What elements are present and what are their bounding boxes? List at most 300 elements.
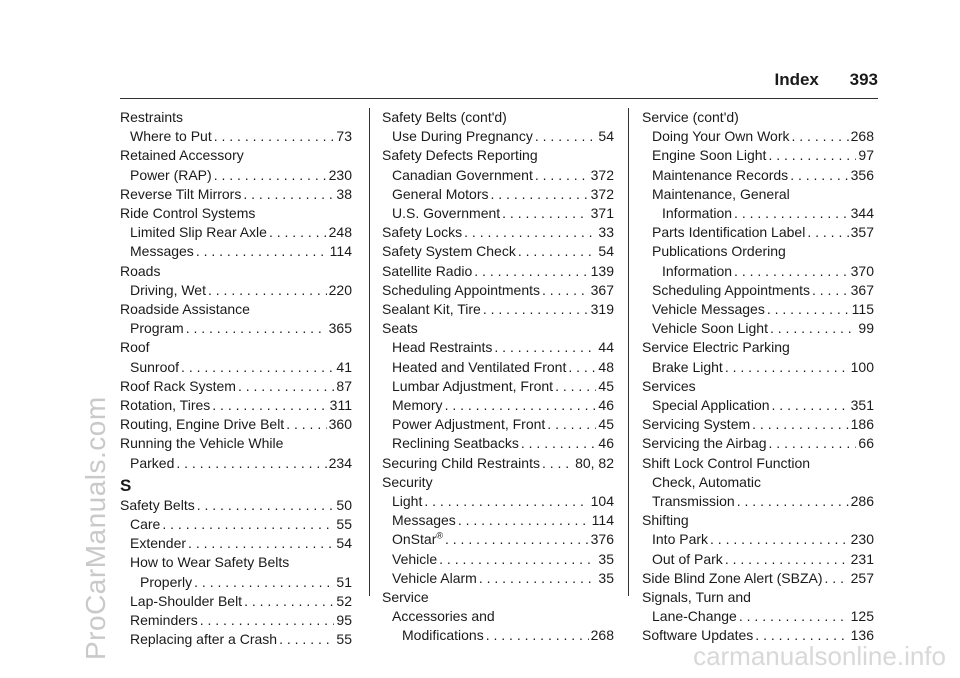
dot-leader: [464, 223, 596, 242]
index-entry: [120, 454, 352, 473]
index-entry-page: 35: [598, 550, 614, 567]
index-entry-term: [392, 492, 422, 511]
index-entry-term-text: Head Restraints: [392, 339, 493, 356]
index-heading: Service: [382, 589, 429, 606]
dot-leader: [725, 550, 849, 569]
index-entry-page: 372: [590, 185, 614, 202]
index-entry-term-text: Vehicle Alarm: [392, 569, 477, 586]
index-entry-term: [130, 515, 160, 534]
index-entry-term-text: Parked: [130, 454, 175, 471]
index-entry-page: 376: [590, 531, 614, 548]
index-entry: [642, 434, 874, 453]
index-heading: Safety Defects Reporting: [382, 147, 538, 164]
index-entry-term: [652, 223, 805, 242]
index-entry-term-text: Special Application: [652, 397, 770, 414]
index-entry-term: [392, 358, 566, 377]
index-heading: Retained Accessory: [120, 147, 244, 164]
index-entry-term: [392, 569, 477, 588]
index-entry-term-text: Replacing after a Crash: [130, 631, 278, 648]
dot-leader: [188, 534, 334, 553]
index-entry: [382, 166, 614, 185]
index-heading: Service Electric Parking: [642, 339, 790, 356]
index-entry: [120, 415, 352, 434]
index-entry-page: 73: [336, 128, 352, 145]
index-entry-page: 46: [598, 435, 614, 452]
index-heading: Shifting: [642, 512, 689, 529]
index-entry-term: [130, 358, 179, 377]
dot-leader: [196, 242, 328, 261]
index-entry-term: [652, 530, 708, 549]
index-entry-term: [392, 338, 492, 357]
index-entry-page: 230: [850, 531, 874, 548]
index-entry-page: 367: [590, 281, 614, 298]
dot-leader: [269, 223, 327, 242]
index-entry-page: 248: [328, 224, 352, 241]
dot-leader: [176, 454, 326, 473]
index-entry-page: 257: [850, 569, 874, 586]
index-entry: [382, 569, 614, 588]
index-entry-term-text: Heated and Ventilated Front: [392, 358, 567, 375]
index-entry-page: 45: [598, 377, 614, 394]
index-entry: [120, 592, 352, 611]
dot-leader: [279, 630, 334, 649]
index-letter-heading: S: [120, 475, 132, 495]
dot-leader: [825, 569, 849, 588]
index-entry-term-text: Light: [392, 493, 423, 510]
index-entry-term: [130, 534, 186, 553]
index-entry-term: [392, 377, 553, 396]
index-heading: Shift Lock Control Function: [642, 454, 811, 471]
index-entry-term: [382, 223, 462, 242]
index-entry-page: 54: [598, 243, 614, 260]
index-entry-term-text: Driving, Wet: [130, 281, 206, 298]
index-entry-page: 45: [598, 416, 614, 433]
index-heading: Publications Ordering: [652, 243, 786, 260]
index-entry-term-text: Parts Identification Label: [652, 224, 806, 241]
dot-leader: [194, 573, 334, 592]
index-entry: [642, 550, 874, 569]
index-entry: [642, 569, 874, 588]
index-entry-term: [652, 492, 735, 511]
dot-leader: [547, 415, 596, 434]
dot-leader: [214, 127, 335, 146]
dot-leader: [214, 166, 327, 185]
index-entry: [382, 492, 614, 511]
index-entry-term: [392, 185, 488, 204]
dot-leader: [535, 127, 597, 146]
index-entry-term-text: Lumbar Adjustment, Front: [392, 377, 554, 394]
index-entry-term-text: Sealant Kit, Tire: [382, 301, 481, 318]
index-entry-term-text: Rotation, Tires: [120, 397, 211, 414]
index-heading: Signals, Turn and: [642, 589, 751, 606]
index-entry-term: [652, 396, 770, 415]
index-entry: [382, 415, 614, 434]
index-entry-term: [652, 281, 810, 300]
column-divider: [628, 108, 629, 596]
dot-leader: [542, 454, 573, 473]
dot-leader: [186, 319, 327, 338]
index-entry: [382, 550, 614, 569]
index-entry-term: [392, 166, 533, 185]
index-entry-page: 372: [590, 166, 614, 183]
index-heading: Service (cont'd): [642, 109, 739, 125]
index-entry-page: 33: [598, 224, 614, 241]
index-entry-term: [652, 319, 768, 338]
index-heading: Seats: [382, 320, 418, 337]
dot-leader: [445, 396, 597, 415]
index-entry: [382, 396, 614, 415]
index-entry: [382, 127, 614, 146]
index-entry-term-text: Reminders: [130, 612, 198, 629]
index-entry-term: [652, 127, 789, 146]
index-entry: [642, 146, 874, 165]
index-entry: [120, 166, 352, 185]
index-heading: How to Wear Safety Belts: [130, 554, 290, 571]
index-entry-term-text: Reclining Seatbacks: [392, 435, 519, 452]
index-entry-term-text: Servicing the Airbag: [642, 435, 767, 452]
index-entry-term: [652, 300, 765, 319]
index-entry: [120, 242, 352, 261]
dot-leader: [535, 166, 589, 185]
index-entry-term: [392, 396, 443, 415]
index-entry-term-text: Power Adjustment, Front: [392, 416, 546, 433]
index-entry-term-text: Memory: [392, 397, 443, 414]
index-entry: [382, 185, 614, 204]
dot-leader: [769, 434, 857, 453]
index-entry-term-text: Vehicle: [392, 550, 438, 567]
index-entry: [642, 166, 874, 185]
index-entry: [382, 223, 614, 242]
index-entry-term: [120, 415, 284, 434]
index-entry-term-text: Care: [130, 516, 161, 533]
index-column-2: [382, 108, 614, 646]
index-entry-term-text: Securing Child Restraints: [382, 454, 540, 471]
index-entry: [642, 415, 874, 434]
index-entry-term: [642, 626, 753, 645]
dot-leader: [555, 377, 596, 396]
index-entry-term-text: Properly: [140, 573, 193, 590]
index-entry-term-text: Satellite Radio: [382, 262, 473, 279]
index-entry: [642, 281, 874, 300]
index-column-1: [120, 108, 352, 649]
index-entry-page: 54: [598, 128, 614, 145]
index-entry-page: 41: [336, 358, 352, 375]
index-entry-page: 125: [850, 608, 874, 625]
dot-leader: [286, 415, 326, 434]
index-entry-term: [662, 262, 732, 281]
index-entry-page: 95: [336, 612, 352, 629]
index-entry-page: 48: [598, 358, 614, 375]
index-entry-term: [402, 626, 484, 645]
dot-leader: [542, 281, 589, 300]
dot-leader: [208, 281, 327, 300]
index-entry-page: 66: [858, 435, 874, 452]
index-entry-page: 44: [598, 339, 614, 356]
index-entry-term-text: Safety System Check: [382, 243, 516, 260]
index-entry-term-text: Messages: [392, 512, 456, 529]
index-entry-term: [130, 223, 267, 242]
index-entry-term: [130, 454, 174, 473]
index-entry-term-text: Information: [662, 262, 733, 279]
dot-leader: [243, 185, 334, 204]
index-entry-term-text: Vehicle Messages: [652, 301, 765, 318]
index-entry-term: [130, 166, 212, 185]
index-entry: [642, 300, 874, 319]
index-entry-term-text: Routing, Engine Drive Belt: [120, 416, 285, 433]
index-entry-page: 231: [850, 550, 874, 567]
index-entry-term: [652, 607, 737, 626]
index-entry-page: 344: [850, 205, 874, 222]
index-column-3: [642, 108, 874, 646]
dot-leader: [445, 530, 589, 549]
index-entry: [120, 377, 352, 396]
index-entry-term-text: OnStar: [392, 531, 437, 548]
index-heading: Restraints: [120, 109, 184, 125]
index-entry-term: [120, 185, 241, 204]
index-entry: [642, 530, 874, 549]
index-heading: Ride Control Systems: [120, 205, 256, 222]
index-entry-term-text: Into Park: [652, 531, 709, 548]
index-entry: [120, 127, 352, 146]
dot-leader: [486, 626, 589, 645]
index-entry-term-text: Lane-Change: [652, 608, 737, 625]
dot-leader: [490, 185, 588, 204]
index-entry-page: 136: [850, 627, 874, 644]
index-entry-term: [652, 166, 788, 185]
index-heading: Roof: [120, 339, 150, 356]
index-entry: [120, 223, 352, 242]
index-entry-term-text: Program: [130, 320, 184, 337]
page-number: 393: [849, 70, 878, 89]
dot-leader: [197, 496, 335, 515]
dot-leader: [725, 358, 849, 377]
index-entry-term: [642, 434, 767, 453]
index-entry-term: [130, 319, 184, 338]
index-entry-page: 268: [850, 128, 874, 145]
index-entry-term: [382, 242, 516, 261]
index-entry-term-text: Power (RAP): [130, 166, 212, 183]
dot-leader: [807, 223, 848, 242]
index-entry-term-text: Scheduling Appointments: [382, 281, 540, 298]
index-entry-term: [662, 204, 732, 223]
index-entry: [642, 319, 874, 338]
index-entry: [642, 358, 874, 377]
index-entry: [120, 611, 352, 630]
index-entry: [382, 242, 614, 261]
index-entry: [382, 511, 614, 530]
dot-leader: [734, 262, 849, 281]
index-entry: [120, 281, 352, 300]
index-entry: [642, 204, 874, 223]
index-entry-page: 46: [598, 397, 614, 414]
dot-leader: [755, 626, 848, 645]
index-entry-term: [120, 496, 195, 515]
index-entry-page: 114: [329, 243, 352, 260]
index-entry-page: 114: [591, 512, 614, 529]
index-entry: [382, 338, 614, 357]
dot-leader: [162, 515, 334, 534]
index-heading: Roadside Assistance: [120, 301, 250, 318]
page-header: [774, 70, 878, 90]
index-entry: [382, 454, 614, 473]
index-entry-term: [120, 396, 210, 415]
index-entry: [642, 127, 874, 146]
dot-leader: [772, 396, 849, 415]
index-entry: [382, 281, 614, 300]
index-entry-term-text: U.S. Government: [392, 205, 501, 222]
index-entry-term: [392, 415, 545, 434]
dot-leader: [812, 281, 849, 300]
index-entry-term-text: Scheduling Appointments: [652, 281, 810, 298]
dot-leader: [752, 415, 848, 434]
index-entry: [120, 630, 352, 649]
dot-leader: [439, 550, 596, 569]
dot-leader: [238, 377, 334, 396]
index-entry-term-text: Safety Belts: [120, 496, 195, 513]
index-entry-page: 220: [328, 281, 352, 298]
index-entry-term-text: Lap-Shoulder Belt: [130, 592, 243, 609]
index-entry: [642, 607, 874, 626]
index-entry-page: 357: [850, 224, 874, 241]
index-entry-page: 54: [336, 535, 352, 552]
index-entry-term: [382, 262, 472, 281]
dot-leader: [768, 146, 856, 165]
index-heading: Services: [642, 377, 696, 394]
dot-leader: [502, 204, 588, 223]
index-entry-term: [382, 454, 540, 473]
index-entry-term-text: Reverse Tilt Mirrors: [120, 185, 242, 202]
dot-leader: [494, 338, 596, 357]
dot-leader: [244, 592, 334, 611]
index-entry-page: 38: [336, 185, 352, 202]
index-entry: [120, 396, 352, 415]
index-entry-term: [392, 511, 456, 530]
index-entry: [382, 262, 614, 281]
index-entry: [120, 573, 352, 592]
dot-leader: [212, 396, 327, 415]
index-entry-page: 234: [328, 454, 352, 471]
index-entry-term-text: Vehicle Soon Light: [652, 320, 768, 337]
index-entry-page: 100: [850, 358, 874, 375]
dot-leader: [790, 166, 848, 185]
dot-leader: [739, 607, 849, 626]
index-entry-page: 286: [850, 493, 874, 510]
index-entry: [382, 530, 614, 549]
index-entry-term-text: Doing Your Own Work: [652, 128, 790, 145]
index-entry-page: 35: [598, 569, 614, 586]
index-heading: Accessories and: [392, 608, 495, 625]
index-entry-page: 356: [850, 166, 874, 183]
section-title: Index: [774, 70, 819, 89]
dot-leader: [521, 434, 597, 453]
index-entry-term-text: Maintenance Records: [652, 166, 789, 183]
index-entry-term-text: Canadian Government: [392, 166, 533, 183]
index-entry-term: [130, 611, 198, 630]
index-entry-term: [392, 204, 500, 223]
index-entry-page: 104: [590, 493, 614, 510]
index-entry-term-text: Where to Put: [130, 128, 212, 145]
side-watermark: ProCarManuals.com: [80, 396, 111, 660]
index-entry-page: 55: [336, 631, 352, 648]
index-entry-page: 87: [336, 377, 352, 394]
index-entry: [120, 185, 352, 204]
index-entry-term: [130, 127, 212, 146]
index-entry-page: 51: [336, 573, 352, 590]
dot-leader: [710, 530, 849, 549]
index-entry-term: [392, 127, 533, 146]
index-entry-term-text: Servicing System: [642, 416, 751, 433]
dot-leader: [568, 358, 596, 377]
dot-leader: [770, 319, 856, 338]
index-entry-term-text: General Motors: [392, 185, 489, 202]
index-heading: Running the Vehicle While: [120, 435, 284, 452]
column-divider: [369, 108, 370, 596]
index-entry-term: [392, 434, 519, 453]
index-entry-page: 351: [850, 397, 874, 414]
index-entry-page: 367: [850, 281, 874, 298]
index-entry: [382, 626, 614, 645]
index-entry-page: 268: [590, 627, 614, 644]
dot-leader: [181, 358, 334, 377]
index-entry-term: [652, 358, 723, 377]
index-entry-term: [130, 592, 242, 611]
index-entry-term-text: Brake Light: [652, 358, 723, 375]
index-heading: Maintenance, General: [652, 185, 790, 202]
index-entry-term: [382, 281, 540, 300]
index-entry: [642, 626, 874, 645]
index-entry: [120, 358, 352, 377]
index-entry-page: 115: [851, 301, 874, 318]
index-entry-page: 99: [858, 320, 874, 337]
header-rule: [120, 98, 878, 99]
index-entry: [120, 515, 352, 534]
index-entry-term: [392, 530, 443, 549]
dot-leader: [518, 242, 597, 261]
index-entry-page: 55: [336, 516, 352, 533]
index-entry: [382, 358, 614, 377]
index-entry-page: 186: [850, 416, 874, 433]
index-entry-term: [642, 415, 750, 434]
index-entry: [382, 204, 614, 223]
index-entry-term: [652, 146, 766, 165]
index-heading: Safety Belts (cont'd): [382, 109, 507, 125]
index-entry-term-text: Side Blind Zone Alert (SBZA): [642, 569, 823, 586]
dot-leader: [483, 300, 589, 319]
index-entry-page: 52: [336, 592, 352, 609]
index-entry-page: 319: [590, 301, 614, 318]
dot-leader: [479, 569, 597, 588]
index-heading: Check, Automatic: [652, 473, 761, 490]
index-entry-page: 365: [328, 320, 352, 337]
dot-leader: [737, 492, 849, 511]
index-entry: [642, 223, 874, 242]
index-entry-page: 50: [336, 496, 352, 513]
index-entry-page: 230: [328, 166, 352, 183]
index-entry: [642, 262, 874, 281]
index-entry-term: [130, 281, 206, 300]
index-entry: [120, 534, 352, 553]
bottom-watermark: carmanualsonline.info: [693, 641, 946, 671]
index-entry-term-text: Engine Soon Light: [652, 147, 767, 164]
index-entry-page: 370: [850, 262, 874, 279]
index-entry: [642, 396, 874, 415]
index-entry: [382, 300, 614, 319]
index-entry-term-text: Messages: [130, 243, 194, 260]
index-entry: [382, 434, 614, 453]
index-entry-page: 97: [858, 147, 874, 164]
dot-leader: [458, 511, 590, 530]
index-entry: [382, 377, 614, 396]
